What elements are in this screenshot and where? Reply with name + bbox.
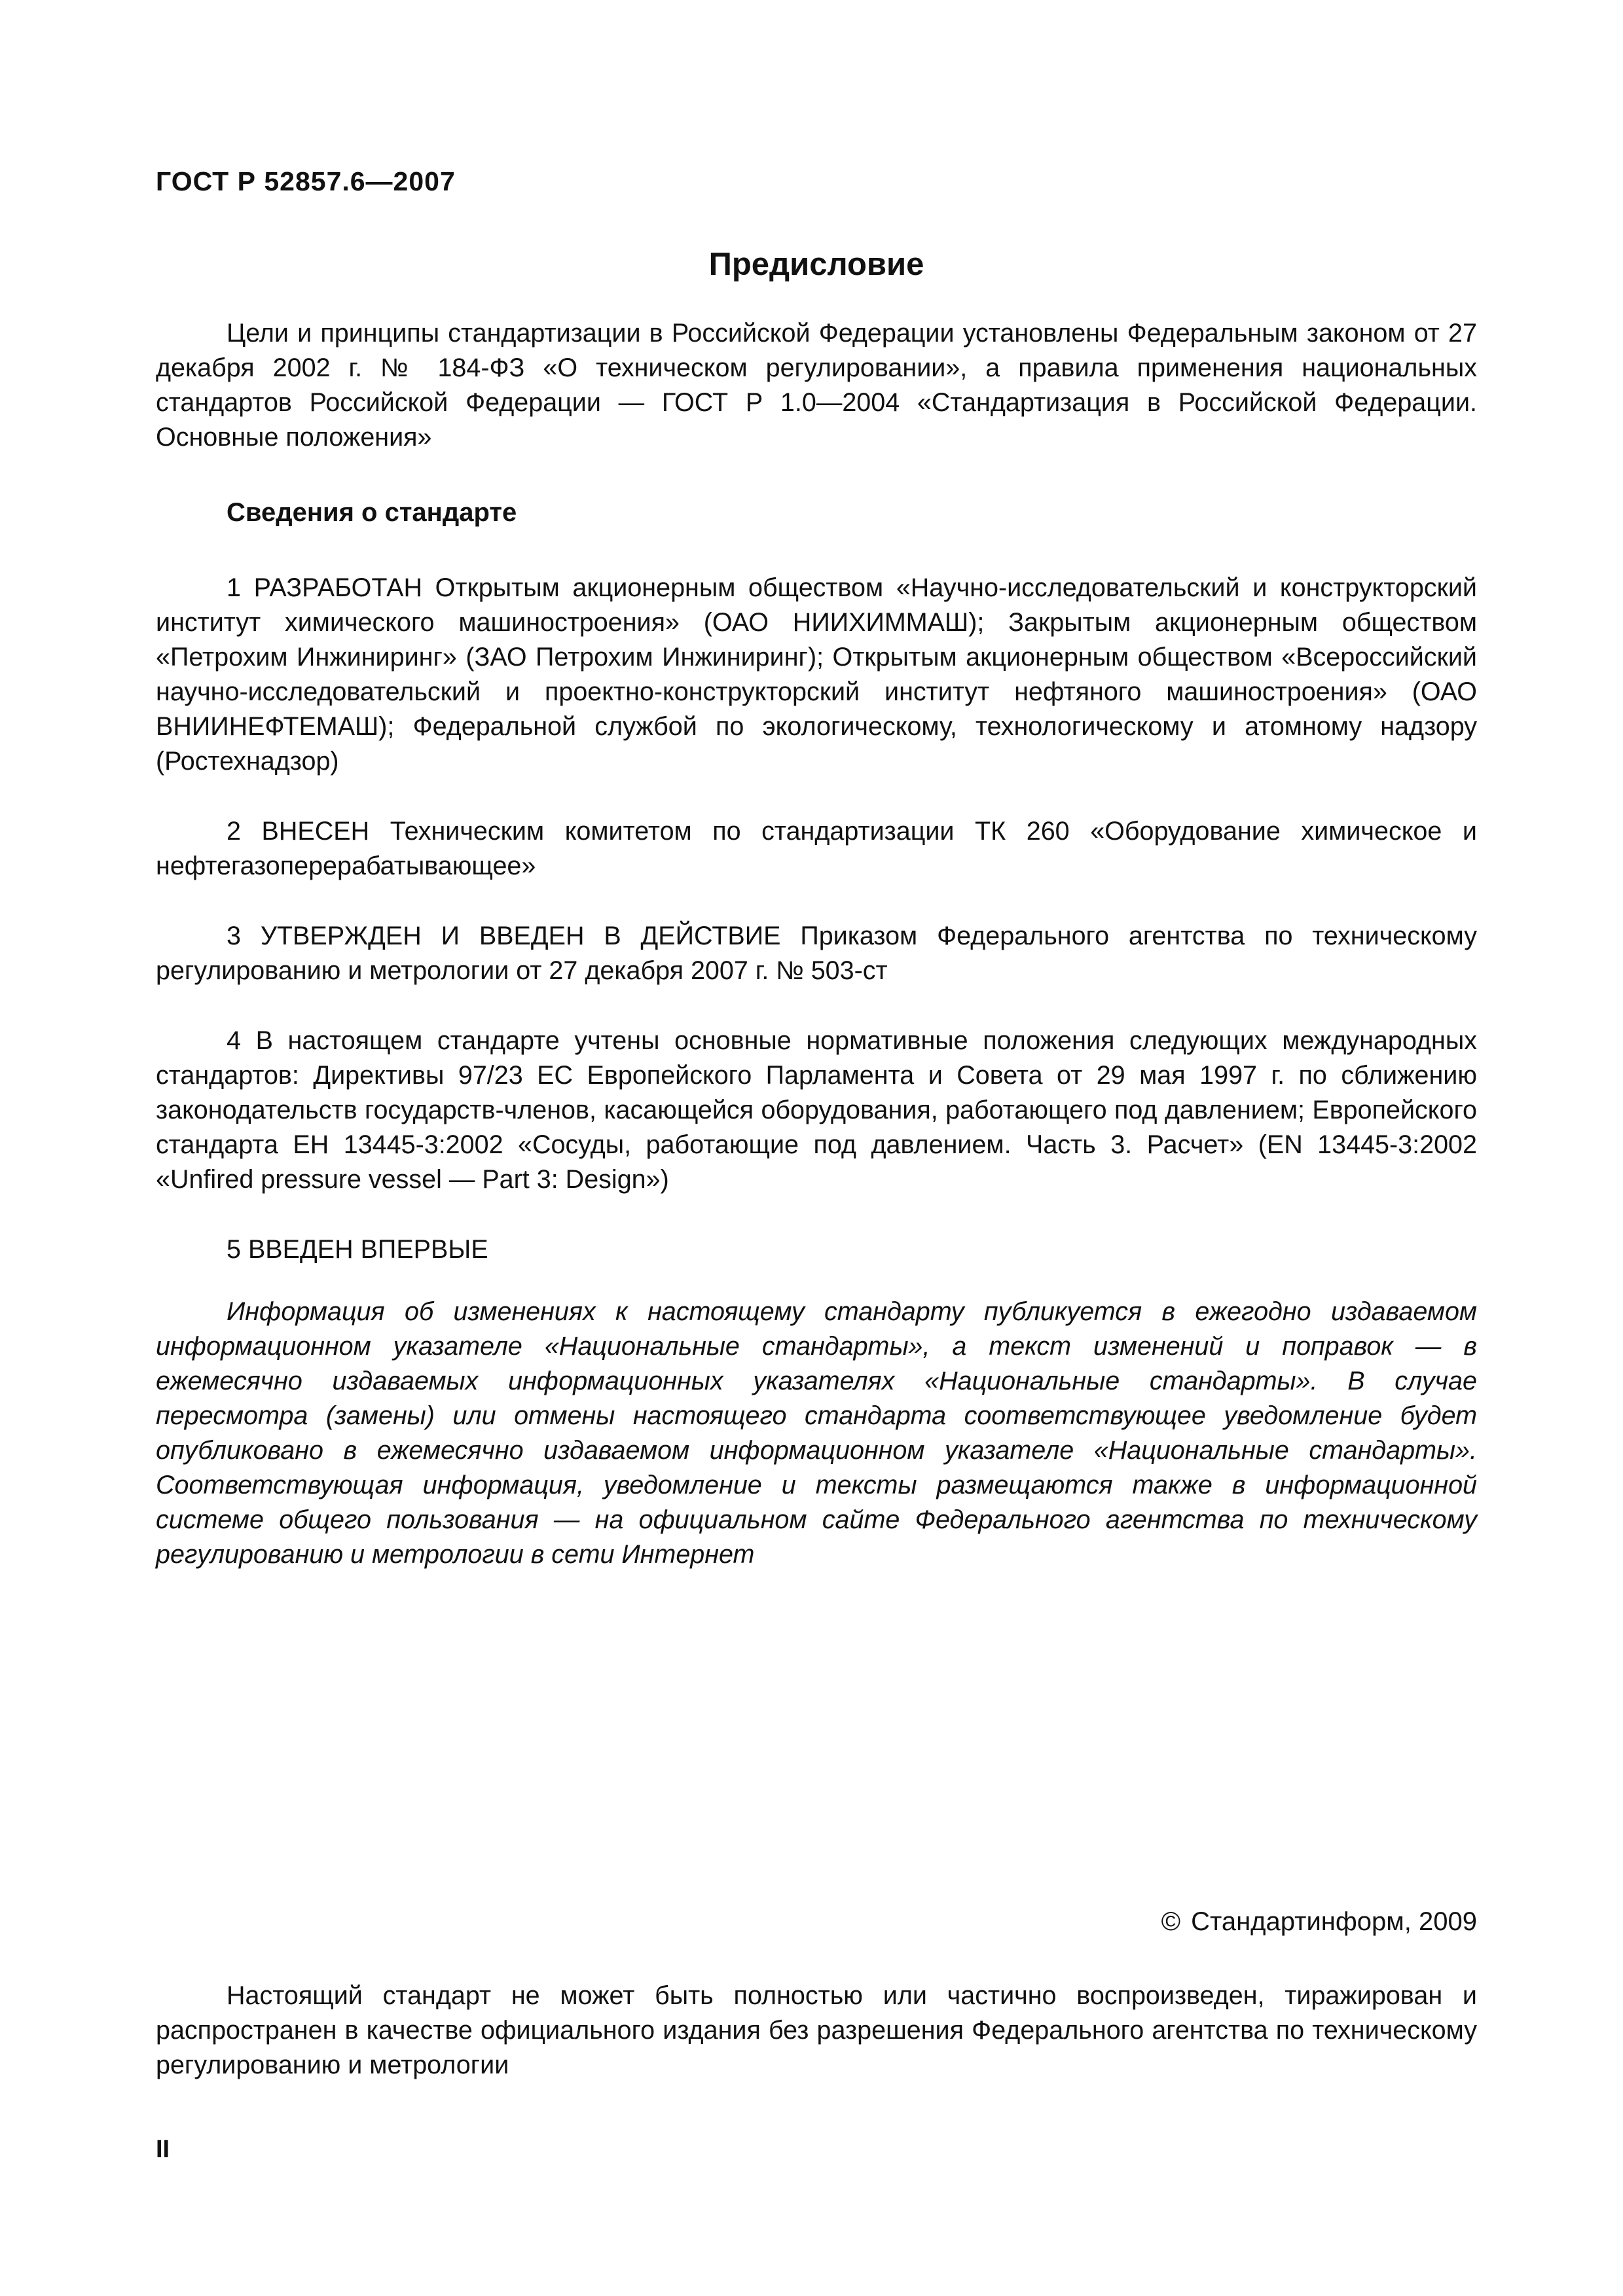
changes-notice: Информация об изменениях к настоящему стандарту публикуется в ежегодно издаваемом информационном указателе «Национальные стандарты», а текст изменений и поправок — в ежемесячно издаваемых информационных указателях «Национальные стандарты». В случае пересмотра (замены) или отмены настоящего стандарта соответствующее уведомление будет опубликовано в ежемесячно издаваемом информационном указателе «Национальные стандарты». Соответствующая информация, уведомление и тексты размещаются также в информационной системе общего пользования — на официальном сайте Федерального агентства по техническому регулированию и метрологии в сети Интернет [156, 1297, 1477, 1569]
item-approved: 3 УТВЕРЖДЕН И ВВЕДЕН В ДЕЙСТВИЕ Приказом Федерального агентства по техническому регулированию и метрологии от 27 декабря 2007 г. № 503-ст [156, 922, 1477, 985]
item-international-standards: 4 В настоящем стандарте учтены основные нормативные положения следующих международных стандартов: Директивы 97/23 ЕС Европейского Парламента и Совета от 29 мая 1997 г. по сближению законодательств государств-членов, касающейся оборудования, работающего под давлением; Европейского стандарта ЕН 13445-3:2002 «Сосуды, работающие под давлением. Часть 3. Расчет» (EN 13445-3:2002 «Unfired pressure vessel — Part 3: Design») [156, 1026, 1477, 1194]
page-number: II [156, 2136, 170, 2163]
reprint-notice: Настоящий стандарт не может быть полностью или частично воспроизведен, тиражирован и распространен в качестве официального издания без разрешения Федерального агентства по техническому регулированию и метрологии [156, 1981, 1477, 2079]
foreword-body [156, 316, 1477, 1267]
item-introduced: 5 ВВЕДЕН ВПЕРВЫЕ [227, 1235, 488, 1264]
copyright-icon: © [1161, 1907, 1181, 1936]
copyright-text: Стандартинформ, 2009 [1191, 1907, 1477, 1936]
reprint-notice-block [156, 1979, 1477, 2083]
section-heading: Сведения о стандарте [227, 498, 517, 527]
item-developed: 1 РАЗРАБОТАН Открытым акционерным обществом «Научно-исследовательский и конструкторский институт химического машиностроения» (ОАО НИИХИММАШ); Закрытым акционерным обществом «Петрохим Инжиниринг» (ЗАО Петрохим Инжиниринг); Открытым акционерным обществом «Всероссийский научно-исследовательский и проектно-конструкторский институт нефтяного машиностроения» (ОАО ВНИИНЕФТЕМАШ); Федеральной службой по экологическому, технологическому и атомному надзору (Ростехнадзор) [156, 573, 1477, 776]
item-submitted: 2 ВНЕСЕН Техническим комитетом по стандартизации ТК 260 «Оборудование химическое и нефтегазоперерабатывающее» [156, 817, 1477, 880]
changes-notice-block [156, 1295, 1477, 1572]
copyright-line [1161, 1905, 1477, 1939]
page-title: Предисловие [708, 247, 924, 282]
intro-paragraph: Цели и принципы стандартизации в Российской Федерации установлены Федеральным законом от 27 декабря 2002 г. № 184-ФЗ «О техническом регулировании», а правила применения национальных стандартов Российской Федерации — ГОСТ Р 1.0—2004 «Стандартизация в Российской Федерации. Основные положения» [156, 319, 1477, 452]
document-code: ГОСТ Р 52857.6—2007 [156, 166, 456, 196]
